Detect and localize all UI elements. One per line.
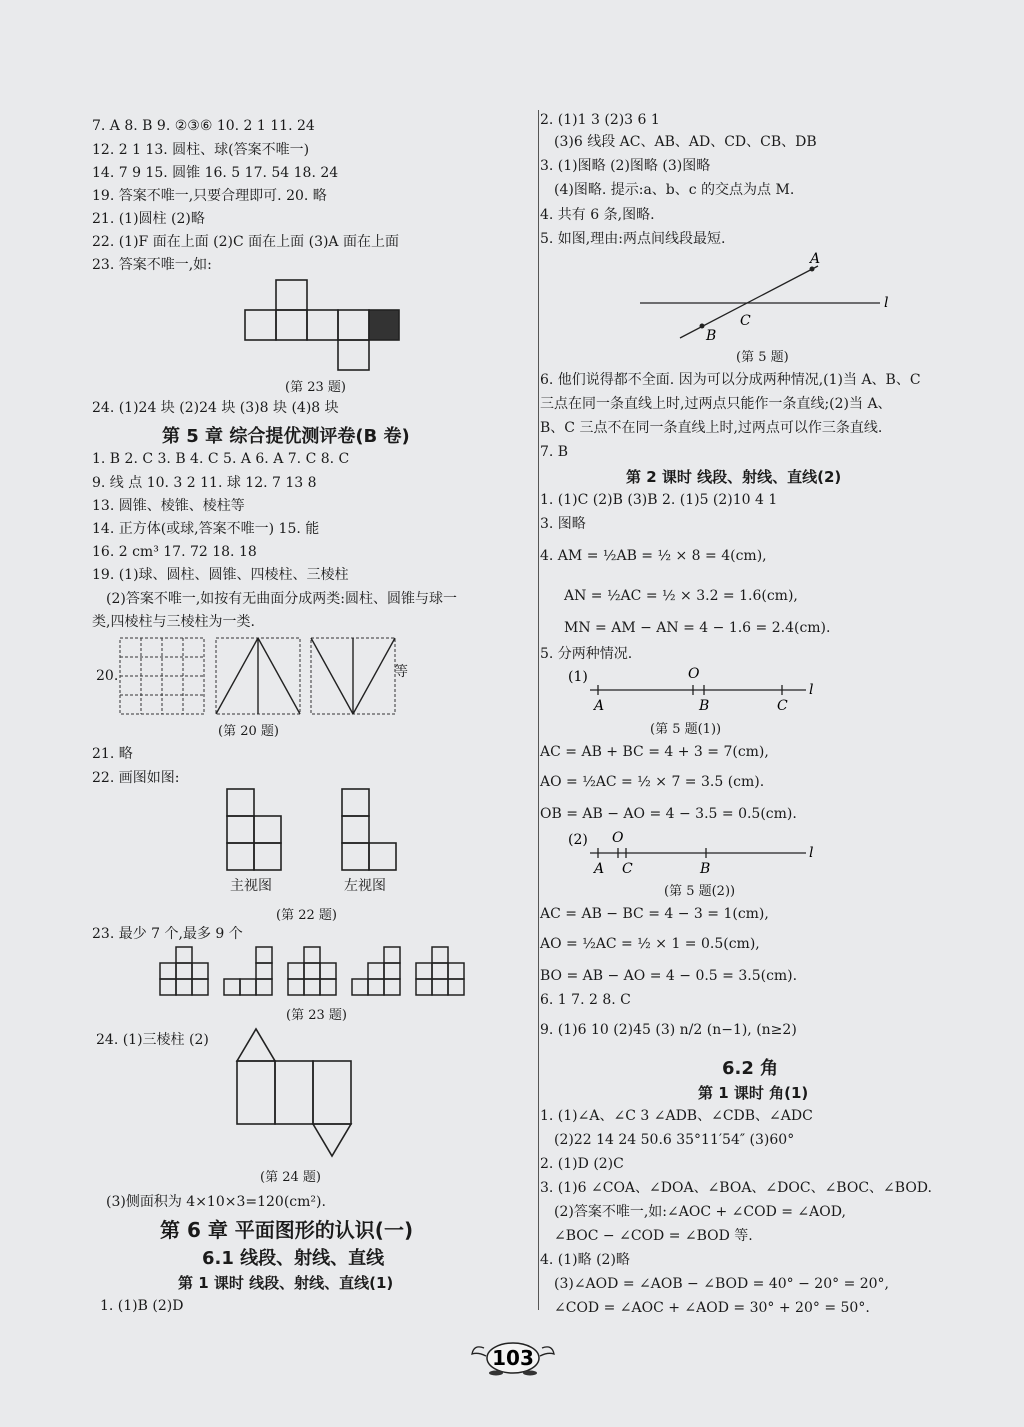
answer-line: (4)图略. 提示:a、b、c 的交点为点 M. [554, 182, 795, 198]
section-heading: 6.2 角 [722, 1058, 779, 1079]
answer-line: 21. (1)圆柱 (2)略 [92, 211, 205, 227]
answer-line: 5. 分两种情况. [540, 646, 633, 662]
answer-line: 19. 答案不唯一,只要合理即可. 20. 略 [92, 188, 327, 204]
case-label: (2) [568, 832, 588, 848]
answer-line: AN = ½AC = ½ × 3.2 = 1.6(cm), [564, 588, 798, 604]
answer-line: 22. (1)F 面在上面 (2)C 面在上面 (3)A 面在上面 [92, 234, 399, 250]
view-label: 左视图 [344, 878, 386, 894]
answer-line: 类,四棱柱与三棱柱为一类. [92, 614, 255, 630]
answer-line: 1. (1)B (2)D [100, 1298, 184, 1314]
answer-line: 1. (1)C (2)B (3)B 2. (1)5 (2)10 4 1 [540, 492, 778, 508]
point-label-b: B [706, 328, 717, 344]
cube-net-figure-23 [244, 280, 404, 372]
grid-cut-figure-20 [120, 638, 395, 716]
answer-line: 9. 线 点 10. 3 2 11. 球 12. 7 13 8 [92, 475, 317, 491]
figure-caption: (第 23 题) [286, 1008, 347, 1023]
answer-line: 7. A 8. B 9. ②③⑥ 10. 2 1 11. 24 [92, 118, 315, 134]
view-label: 主视图 [230, 878, 272, 894]
answer-line: 23. 答案不唯一,如: [92, 257, 212, 273]
figure-caption: (第 23 题) [285, 380, 346, 395]
answer-line: 3. (1)图略 (2)图略 (3)图略 [540, 158, 711, 174]
answer-line: 9. (1)6 10 (2)45 (3) n/2 (n−1), (n≥2) [540, 1022, 797, 1038]
answer-line: 2. (1)1 3 (2)3 6 1 [540, 112, 660, 128]
point-label-b: B [699, 698, 710, 714]
point-label-o: O [612, 830, 624, 846]
case-label: (1) [568, 669, 588, 685]
answer-line: OB = AB − AO = 4 − 3.5 = 0.5(cm). [540, 806, 797, 822]
segment-figure-5-1 [566, 664, 826, 716]
answer-line: AO = ½AC = ½ × 7 = 3.5 (cm). [540, 774, 765, 790]
answer-line: 12. 2 1 13. 圆柱、球(答案不唯一) [92, 142, 310, 158]
point-label-c: C [740, 313, 751, 329]
page-number: 103 [492, 1346, 534, 1370]
answer-line: B、C 三点不在同一条直线上时,过两点可以作三条直线. [540, 420, 883, 436]
answer-line: 6. 1 7. 2 8. C [540, 992, 631, 1008]
point-label-c: C [777, 698, 788, 714]
segment-figure-5-2 [566, 828, 826, 878]
answer-line: MN = AM − AN = 4 − 1.6 = 2.4(cm). [564, 620, 831, 636]
figure-caption: (第 20 题) [218, 724, 279, 739]
answer-line: 13. 圆锥、棱锥、棱柱等 [92, 498, 245, 514]
three-view-figure-22 [226, 788, 406, 872]
answer-line: 14. 正方体(或球,答案不唯一) 15. 能 [92, 521, 320, 537]
answer-line: AC = AB + BC = 4 + 3 = 7(cm), [540, 744, 769, 760]
line-figure-5 [640, 252, 900, 344]
answer-line: 三点在同一条直线上时,过两点只能作一条直线;(2)当 A、 [540, 396, 892, 412]
answer-line: 6. 他们说得都不全面. 因为可以分成两种情况,(1)当 A、B、C [540, 372, 921, 388]
answer-line: (2)答案不唯一,如:∠AOC + ∠COD = ∠AOD, [554, 1204, 846, 1220]
answer-line: ∠BOC − ∠COD = ∠BOD 等. [554, 1228, 753, 1244]
point-label-a: A [594, 698, 605, 714]
answer-line: 19. (1)球、圆柱、圆锥、四棱柱、三棱柱 [92, 567, 349, 583]
answer-line: 等 [394, 664, 408, 680]
figure-caption: (第 5 题) [736, 350, 789, 365]
answer-line: 23. 最少 7 个,最多 9 个 [92, 926, 243, 942]
answer-line: 5. 如图,理由:两点间线段最短. [540, 231, 726, 247]
answer-line: 24. (1)24 块 (2)24 块 (3)8 块 (4)8 块 [92, 400, 339, 416]
section-heading: 第 5 章 综合提优测评卷(B 卷) [162, 426, 410, 447]
answer-line: 22. 画图如图: [92, 770, 180, 786]
answer-line: 3. (1)6 ∠COA、∠DOA、∠BOA、∠DOC、∠BOC、∠BOD. [540, 1180, 932, 1196]
figure-caption: (第 5 题(2)) [664, 884, 736, 899]
point-label-c: C [622, 861, 633, 877]
column-divider [538, 110, 539, 1310]
answer-line: AC = AB − BC = 4 − 3 = 1(cm), [540, 906, 769, 922]
answer-line: 4. 共有 6 条,图略. [540, 207, 655, 223]
answer-line: 14. 7 9 15. 圆锥 16. 5 17. 54 18. 24 [92, 165, 339, 181]
answer-line: ∠COD = ∠AOC + ∠AOD = 30° + 20° = 50°. [554, 1300, 870, 1316]
answer-line: 7. B [540, 444, 569, 460]
line-label-l: l [884, 295, 889, 311]
chapter-heading: 第 6 章 平面图形的认识(一) [160, 1218, 414, 1242]
answer-line: 21. 略 [92, 746, 133, 762]
answer-line: 20. [96, 668, 119, 684]
answer-line: 3. 图略 [540, 516, 586, 532]
answer-line: 2. (1)D (2)C [540, 1156, 624, 1172]
point-label-a: A [594, 861, 605, 877]
figure-caption: (第 24 题) [260, 1170, 321, 1185]
answer-line: (2)22 14 24 50.6 35°11′54″ (3)60° [554, 1132, 795, 1148]
prism-net-figure-24 [236, 1028, 356, 1160]
answer-line: BO = AB − AO = 4 − 0.5 = 3.5(cm). [540, 968, 798, 984]
answer-line: 1. B 2. C 3. B 4. C 5. A 6. A 7. C 8. C [92, 451, 350, 467]
lesson-heading: 第 1 课时 线段、射线、直线(1) [178, 1274, 394, 1292]
section-heading: 6.1 线段、射线、直线 [202, 1248, 385, 1269]
figure-caption: (第 22 题) [276, 908, 337, 923]
point-label-b: B [700, 861, 711, 877]
answer-line: 24. (1)三棱柱 (2) [96, 1032, 209, 1048]
lesson-heading: 第 2 课时 线段、射线、直线(2) [626, 468, 842, 486]
line-label-l: l [809, 845, 814, 861]
answer-line: (3)6 线段 AC、AB、AD、CD、CB、DB [554, 134, 817, 150]
answer-line: (2)答案不唯一,如按有无曲面分成两类:圆柱、圆锥与球一 [106, 591, 457, 607]
figure-caption: (第 5 题(1)) [650, 722, 722, 737]
stacked-cubes-figure-23 [160, 946, 480, 998]
page-number-badge [470, 1338, 556, 1376]
point-label-o: O [688, 666, 700, 682]
answer-line: (3)∠AOD = ∠AOB − ∠BOD = 40° − 20° = 20°, [554, 1276, 890, 1292]
answer-line: 16. 2 cm³ 17. 72 18. 18 [92, 544, 257, 560]
answer-line: 4. (1)略 (2)略 [540, 1252, 630, 1268]
answer-line: (3)侧面积为 4×10×3=120(cm²). [106, 1194, 326, 1210]
answer-line: AO = ½AC = ½ × 1 = 0.5(cm), [540, 936, 760, 952]
lesson-heading: 第 1 课时 角(1) [698, 1084, 809, 1102]
line-label-l: l [809, 682, 814, 698]
answer-line: 1. (1)∠A、∠C 3 ∠ADB、∠CDB、∠ADC [540, 1108, 813, 1124]
point-label-a: A [810, 251, 821, 267]
answer-line: 4. AM = ½AB = ½ × 8 = 4(cm), [540, 548, 767, 564]
